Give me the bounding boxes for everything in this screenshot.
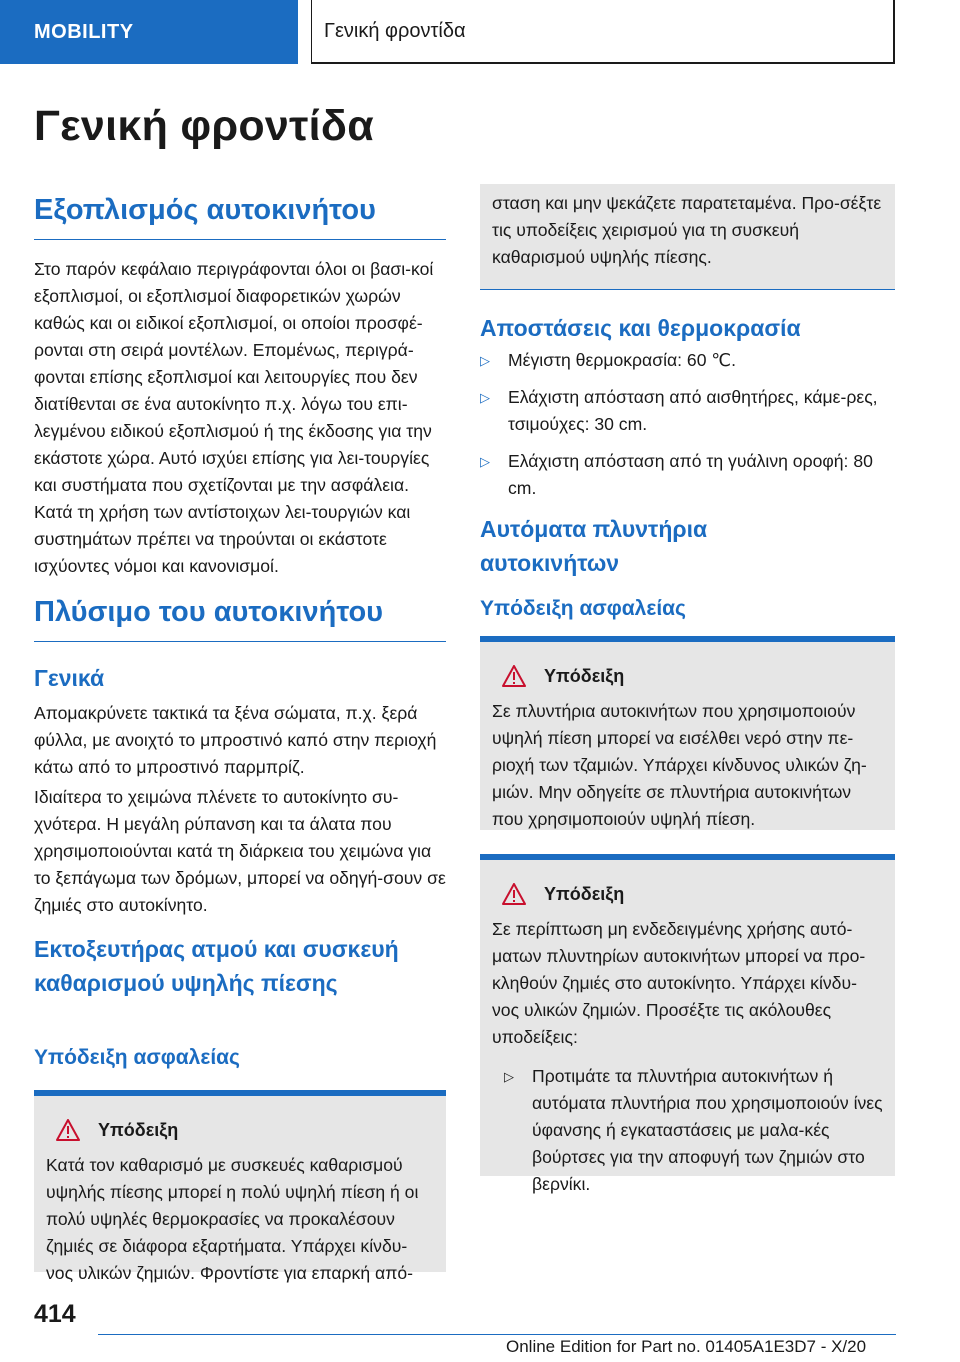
triangle-bullet-icon: ▷ — [480, 454, 490, 469]
page-number: 414 — [34, 1300, 76, 1328]
warning-continued-text: σταση και μην ψεκάζετε παρατεταμένα. Προ‐σέξτε τις υποδείξεις χειρισμού για τη συσκευή καθαρισμού υψηλής πίεσης. — [492, 193, 882, 267]
page-header — [0, 0, 960, 66]
general-paragraph-1: Απομακρύνετε τακτικά τα ξένα σώματα, π.χ. ξερά φύλλα, με ανοιχτό το μπροστινό καπό στην περιοχή κάτω από το μπροστινό παρμπρίζ. — [34, 703, 437, 777]
list-item: ▷ Ελάχιστη απόσταση από τη γυάλινη οροφή: 80 cm. — [480, 448, 895, 502]
distances-heading: Αποστάσεις και θερμοκρασία — [480, 315, 801, 341]
chapter-tab[interactable]: MOBILITY — [0, 0, 298, 64]
steam-cleaner-heading: Εκτοξευτήρας ατμού και συσκευή καθαρισμού υψηλής πίεσης — [34, 936, 399, 996]
equipment-heading: Εξοπλισμός αυτοκινήτου — [34, 194, 446, 240]
general-paragraph-2: Ιδιαίτερα το χειμώνα πλένετε το αυτοκίνητο συ‐χνότερα. Η μεγάλη ρύπανση και τα άλατα που χρησιμοποιούνται κατά τη διάρκεια του χειμώνα για το ξεπάγωμα των δρόμων, μπορεί να οδηγή‐σουν σε ζημιές στο αυτοκίνητο. — [34, 787, 446, 915]
page-title: Γενική φροντίδα — [34, 102, 374, 150]
footer-divider — [98, 1334, 896, 1335]
distances-list — [480, 347, 895, 512]
warning-title: Υπόδειξη — [98, 1119, 179, 1140]
equipment-text: Στο παρόν κεφάλαιο περιγράφονται όλοι οι βασι‐κοί εξοπλισμοί, οι εξοπλισμοί διαφορετικών χωρών καθώς και οι ειδικοί εξοπλισμοί, οι οποίοι προσφέ‐ρονται στη σειρά μοντέλων. Επομένως, περιγρά‐φονται επίσης εξοπλισμοί και λειτουργίες που δεν διατίθενται σε ένα αυτοκίνητο π.χ. λόγω του επι‐λεγμένου ειδικού εξοπλισμού ή της έκδοσης για την εκάστοτε χώρα. Αυτό ισχύει επίσης για λει‐τουργίες και συστήματα που σχετίζονται με την ασφάλεια. Κατά τη χρήση των αντίστοιχων λει‐τουργιών και συστημάτων πρέπει να τηρούνται οι εκάστοτε ισχύοντες νόμοι και κανονισμοί. — [34, 259, 434, 576]
triangle-bullet-icon: ▷ — [504, 1069, 514, 1084]
warning-continuation-box — [480, 184, 895, 290]
warning-triangle-icon — [502, 883, 526, 905]
list-item: ▷ Μέγιστη θερμοκρασία: 60 ℃. — [480, 347, 895, 374]
list-item: ▷ Ελάχιστη απόσταση από αισθητήρες, κάμε‐ρες, τσιμούχες: 30 cm. — [480, 384, 895, 438]
triangle-bullet-icon: ▷ — [480, 353, 490, 368]
carwash-heading: Αυτόματα πλυντήρια αυτοκινήτων — [480, 516, 708, 576]
warning-text: Κατά τον καθαρισμό με συσκευές καθαρισμού υψηλής πίεσης μπορεί η πολύ υψηλή πίεση ή οι πολύ υψηλές θερμοκρασίες να προκαλέσουν ζημιές σε διάφορα εξαρτήματα. Υπάρχει κίνδυ‐νος υλικών ζημιών. Φροντίστε για επαρκή από‐ — [46, 1155, 419, 1283]
warning-box-left — [34, 1090, 446, 1283]
warning-title: Υπόδειξη — [544, 665, 625, 686]
warning-title: Υπόδειξη — [544, 883, 625, 904]
general-heading: Γενικά — [34, 665, 105, 691]
warning-list — [492, 1063, 883, 1198]
safety-heading-right: Υπόδειξη ασφαλείας — [480, 597, 686, 620]
washing-heading: Πλύσιμο του αυτοκινήτου — [34, 596, 446, 642]
warning-box-right-1 — [480, 636, 895, 830]
triangle-bullet-icon: ▷ — [480, 390, 490, 405]
warning-text: Σε περίπτωση μη ενδεδειγμένης χρήσης αυτό‐ματων πλυντηρίων αυτοκινήτων μπορεί να προ‐κληθούν ζημιές στο αυτοκίνητο. Υπάρχει κίνδυ‐νος υλικών ζημιών. Προσέξτε τις ακόλουθες υποδείξεις: — [492, 919, 866, 1047]
warning-triangle-icon — [56, 1119, 80, 1141]
section-label: Γενική φροντίδα — [311, 0, 895, 64]
edition-text[interactable]: Online Edition for Part no. 01405A1E3D7 - X/20 — [506, 1337, 867, 1356]
safety-heading-left: Υπόδειξη ασφαλείας — [34, 1046, 240, 1069]
list-item: ▷ Προτιμάτε τα πλυντήρια αυτοκινήτων ή αυτόματα πλυντήρια που χρησιμοποιούν ίνες ύφανσης ή εγκαταστάσεις με μαλα‐κές βούρτσες για την αποφυγή των ζημιών στο βερνίκι. — [504, 1063, 883, 1198]
warning-box-right-2 — [480, 854, 895, 1194]
warning-text: Σε πλυντήρια αυτοκινήτων που χρησιμοποιούν υψηλή πίεση μπορεί να εισέλθει νερό στην πε‐ριοχή των τζαμιών. Υπάρχει κίνδυνος υλικών ζη‐μιών. Μην οδηγείτε σε πλυντήρια αυτοκινήτων που χρησιμοποιούν υψηλή πίεση. — [492, 701, 867, 829]
warning-triangle-icon — [502, 665, 526, 687]
